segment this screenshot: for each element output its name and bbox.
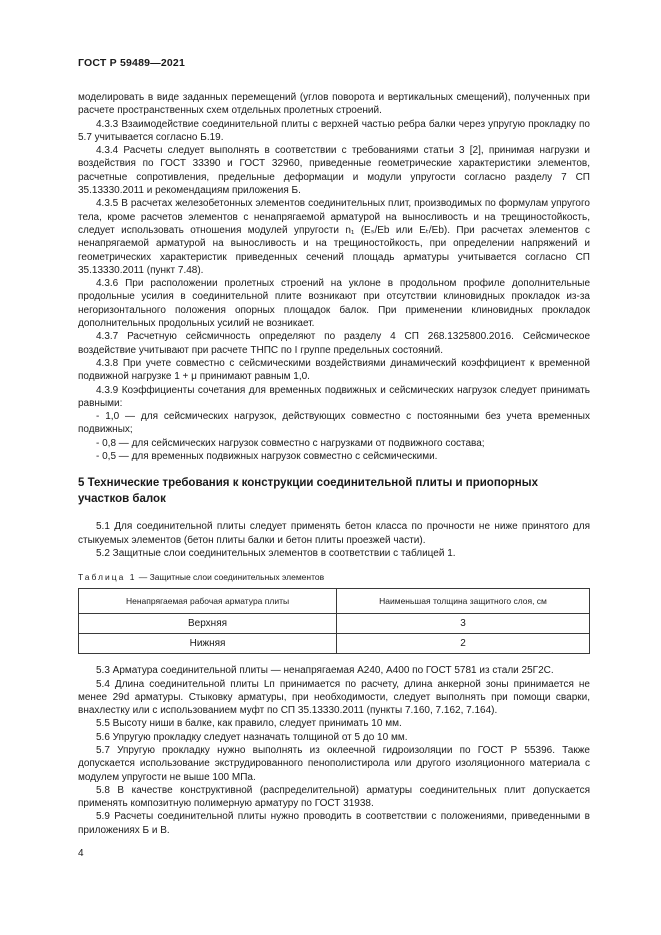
- table-row: [79, 634, 590, 654]
- paragraph: - 0,5 — для временных подвижных нагрузок совместно с сейсмическими.: [96, 451, 438, 463]
- paragraph: 4.3.4 Расчеты следует выполнять в соответствии с требованиями статьи 3 [2], принимая нагрузки и воздействия по ГОСТ 33390 и ГОСТ 32960, приведенные геометрические характеристики элементов, расчетные сопротивления, предельные деформации и модули упругости согласно разделу 7 СП 35.13330.2011 и рекомендациям приложения Б.: [78, 145, 590, 197]
- paragraph: 5.4 Длина соединительной плиты Lп принимается по расчету, длина анкерной зоны принимается не менее 29d арматуры. Стыковку арматуры, при необходимости, следует выполнять при помощи сварки, внахлестку или с использованием муфт по СП 35.13330.2011 (пункты 7.160, 7.162, 7.164).: [78, 678, 590, 717]
- section-5-paragraphs-before-table: [78, 520, 590, 560]
- page-number: 4: [78, 848, 84, 859]
- table-caption-text: — Защитные слои соединительных элементов: [136, 572, 325, 583]
- table-header-cell: Наименьшая толщина защитного слоя, см: [337, 589, 590, 614]
- paragraph: 5.3 Арматура соединительной плиты — ненапрягаемая А240, А400 по ГОСТ 5781 из стали 25Г2С.: [96, 665, 554, 677]
- paragraph: 4.3.5 В расчетах железобетонных элементов соединительных плит, производимых по формулам упругого тела, кроме расчетов элементов с ненапрягаемой арматурой на выносливость и на трещиностойкость, следует использовать отношения модулей упругости n₁ (Eₛ/Eb или Eₜ/Eb). При расчетах элементов с ненапрягаемой арматурой на выносливость и на трещиностойкость, при определении напряжений и геометрических характеристик приведенных сечений площадь арматуры учитывается согласно СП 35.13330.2011 (пункт 7.48).: [78, 198, 590, 276]
- protective-layers-table: [78, 588, 590, 654]
- section-4-paragraphs: [78, 91, 590, 463]
- paragraph: 5.6 Упругую прокладку следует назначать толщиной от 5 до 10 мм.: [96, 731, 408, 743]
- section-5-heading: 5 Технические требования к конструкции соединительной плиты и приопорных участков балок: [78, 477, 538, 505]
- paragraph: 4.3.3 Взаимодействие соединительной плиты с верхней частью ребра балки через упругую прокладку по 5.7 учитывается согласно Б.19.: [78, 118, 590, 143]
- table-row: [79, 614, 590, 634]
- page-content: [78, 57, 590, 837]
- paragraph: 4.3.8 При учете совместно с сейсмическими воздействиями динамический коэффициент к временной подвижной нагрузке 1 + μ принимают равным 1,0.: [78, 357, 590, 383]
- table-cell: Нижняя: [79, 634, 337, 654]
- table-cell: 3: [337, 614, 590, 634]
- table-cell: 2: [337, 634, 590, 654]
- paragraph: моделировать в виде заданных перемещений (углов поворота и вертикальных смещений), полученных при расчете пространственных схем отдельных пролетных строений.: [78, 92, 590, 117]
- paragraph: 5.1 Для соединительной плиты следует применять бетон класса по прочности не ниже принятого для стыкуемых элементов (бетон плиты балки и бетон плиты проезжей части).: [78, 521, 590, 546]
- table-header-cell: Ненапрягаемая рабочая арматура плиты: [79, 589, 337, 614]
- section-5-paragraphs-after-table: [78, 664, 590, 837]
- table-cell: Верхняя: [79, 614, 337, 634]
- table-header-row: [79, 589, 590, 614]
- paragraph: - 0,8 — для сейсмических нагрузок совместно с нагрузками от подвижного состава;: [96, 437, 485, 449]
- table-body: [79, 614, 590, 654]
- paragraph: 5.8 В качестве конструктивной (распределительной) арматуры соединительных плит допускается применять композитную полимерную арматуру по ГОСТ 31938.: [78, 784, 590, 810]
- paragraph: 5.2 Защитные слои соединительных элементов в соответствии с таблицей 1.: [96, 547, 456, 559]
- standard-designation: ГОСТ Р 59489—2021: [78, 57, 186, 69]
- table-caption-label: Таблица 1: [78, 572, 137, 583]
- paragraph: 4.3.6 При расположении пролетных строений на уклоне в продольном профиле дополнительные продольные усилия в соединительной плите возникают при отсутствии клиновидных прокладок из-за негоризонтального положения опорных площадок балок. При применении клиновидных прокладок дополнительных продольных усилий не возникает.: [78, 278, 590, 330]
- paragraph: 5.7 Упругую прокладку нужно выполнять из оклеечной гидроизоляции по ГОСТ Р 55396. Также допускается использование экструдированного пенополистирола или другого изоляционного материала с модулем упругости не выше 100 МПа.: [78, 744, 590, 783]
- paragraph: - 1,0 — для сейсмических нагрузок, действующих совместно с постоянными без учета временных подвижных;: [78, 411, 590, 436]
- paragraph: 4.3.7 Расчетную сейсмичность определяют по разделу 4 СП 268.1325800.2016. Сейсмическое воздействие учитывают при расчете ТНПС по I группе предельных состояний.: [78, 331, 590, 356]
- table-caption: [78, 572, 590, 583]
- paragraph: 5.5 Высоту ниши в балке, как правило, следует принимать 10 мм.: [96, 718, 402, 730]
- paragraph: 5.9 Расчеты соединительной плиты нужно проводить в соответствии с положениями, приведенными в приложениях Б и В.: [78, 811, 590, 836]
- paragraph: 4.3.9 Коэффициенты сочетания для временных подвижных и сейсмических нагрузок следует принимать равными:: [78, 384, 590, 409]
